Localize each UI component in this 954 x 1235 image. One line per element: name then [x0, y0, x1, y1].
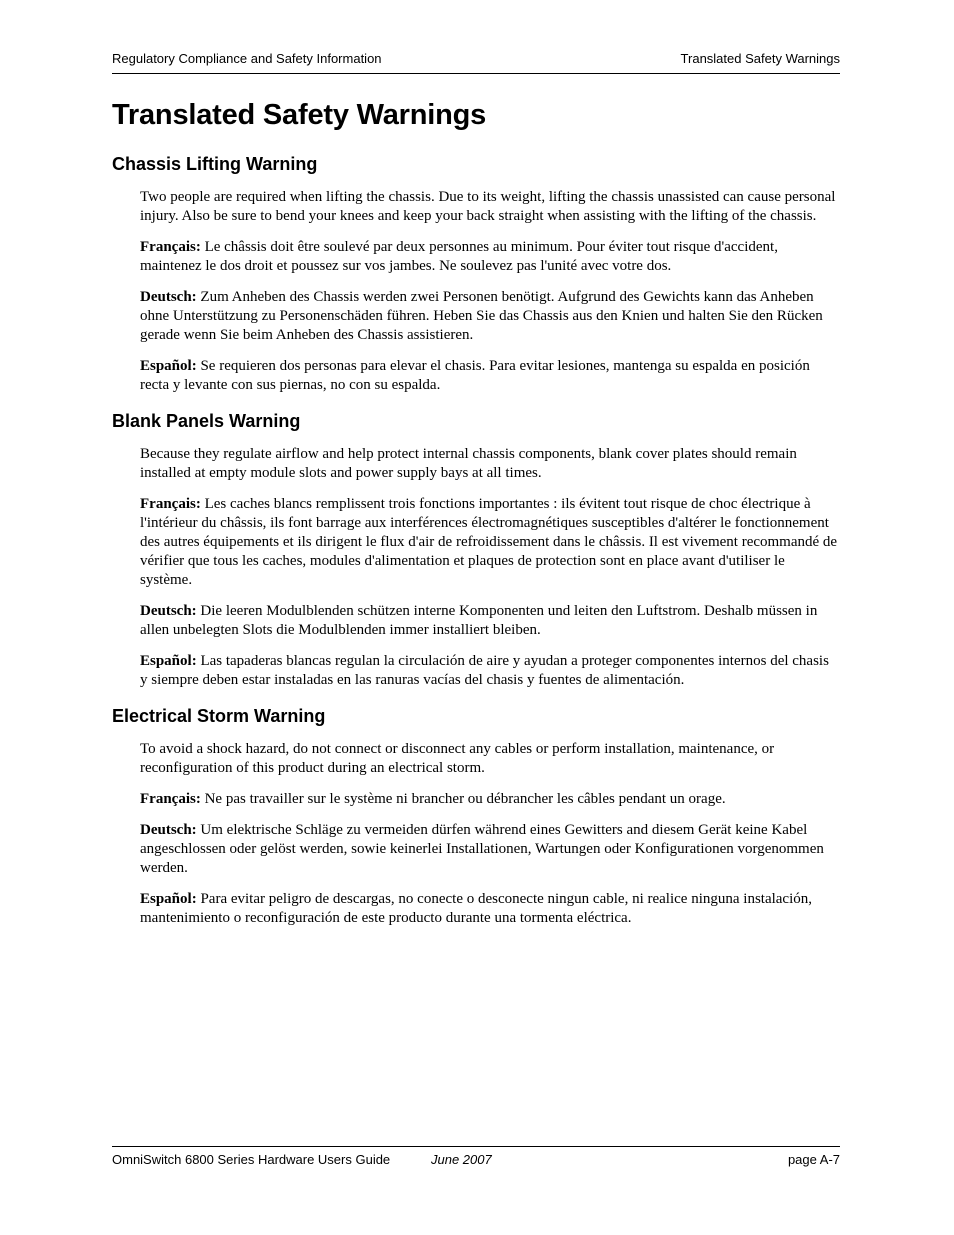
language-label: Français: — [140, 791, 201, 807]
language-label: Deutsch: — [140, 603, 197, 619]
section-blank-panels — [112, 409, 840, 690]
warning-text: Les caches blancs remplissent trois fonctions importantes : ils évitent tout risque de choc électrique à l'intérieur du châssis, ils font barrage aux interférences électromagnétiques susceptibles d'altérer le fonctionnement des autres équipements et ils dirigent le flux d'air de refroidissement dans le châssis. Il est vivement recommandé de vérifier que tous les caches, modules d'alimentation et plaques de protection sont en place avant d'utiliser le système. — [140, 496, 838, 588]
section-chassis-lifting — [112, 152, 840, 395]
header-section-title: Translated Safety Warnings — [680, 51, 840, 66]
section-heading: Electrical Storm Warning — [112, 706, 326, 726]
section-heading: Chassis Lifting Warning — [112, 154, 318, 174]
warning-text: Le châssis doit être soulevé par deux personnes au minimum. Pour éviter tout risque d'accident, maintenez le dos droit et poussez sur vos jambes. Ne soulevez pas l'unité avec votre dos. — [140, 239, 778, 274]
warning-spanish — [140, 652, 840, 690]
warning-text: Zum Anheben des Chassis werden zwei Personen benötigt. Aufgrund des Gewichts kann das Anheben ohne Unterstützung zu Personenschäden führen. Heben Sie das Chassis aus den Knien und halten Sie den Rücken gerade wenn Sie beim Anheben des Chassis assistieren. — [140, 289, 823, 343]
footer-guide-title: OmniSwitch 6800 Series Hardware Users Guide — [112, 1152, 391, 1167]
language-label: Deutsch: — [140, 289, 197, 305]
warning-german — [140, 821, 840, 878]
warning-french — [140, 790, 840, 809]
warning-spanish — [140, 890, 840, 928]
warning-text: Las tapaderas blancas regulan la circulación de aire y ayudan a proteger componentes internos del chasis y siempre deben estar instaladas en las ranuras vacías del chasis y fuentes de alimentación. — [140, 653, 829, 688]
warning-french — [140, 238, 840, 276]
language-label: Deutsch: — [140, 822, 197, 838]
header-chapter-title: Regulatory Compliance and Safety Information — [112, 51, 382, 66]
running-header — [112, 51, 840, 74]
running-footer — [112, 1146, 840, 1172]
warning-spanish — [140, 357, 840, 395]
warning-english: Two people are required when lifting the chassis. Due to its weight, lifting the chassis unassisted can cause personal injury. Also be sure to bend your knees and keep your back straight when assisting with the lifting of the chassis. — [140, 189, 836, 224]
language-label: Français: — [140, 239, 201, 255]
warning-text: Die leeren Modulblenden schützen interne Komponenten und leiten den Luftstrom. Deshalb müssen in allen unbelegten Slots die Modulblenden immer installiert bleiben. — [140, 603, 818, 638]
footer-date: June 2007 — [431, 1152, 492, 1167]
section-heading: Blank Panels Warning — [112, 411, 301, 431]
language-label: Français: — [140, 496, 201, 512]
warning-text: Para evitar peligro de descargas, no conecte o desconecte ningun cable, ni realice ninguna instalación, mantenimiento o reconfiguración de este producto durante una tormenta eléctrica. — [140, 891, 813, 926]
section-electrical-storm — [112, 704, 840, 928]
warning-text: Um elektrische Schläge zu vermeiden dürfen während eines Gewitters and diesem Gerät keine Kabel angeschlossen oder gelöst werden, sowie keinerlei Installationen, Wartungen oder Konfigurationen vorgenommen werden. — [140, 822, 824, 876]
language-label: Español: — [140, 891, 197, 907]
warning-text: Se requieren dos personas para elevar el chasis. Para evitar lesiones, mantenga su espalda en posición recta y levante con sus piernas, no con su espalda. — [140, 358, 810, 393]
warning-english: Because they regulate airflow and help protect internal chassis components, blank cover plates should remain installed at empty module slots and power supply bays at all times. — [140, 446, 797, 481]
page-title: Translated Safety Warnings — [112, 99, 487, 131]
page-number: page A-7 — [787, 1152, 840, 1167]
warning-german — [140, 602, 840, 640]
warning-english: To avoid a shock hazard, do not connect or disconnect any cables or perform installation, maintenance, or reconfiguration of this product during an electrical storm. — [140, 741, 775, 776]
language-label: Español: — [140, 653, 197, 669]
document-body — [112, 152, 840, 942]
warning-french — [140, 495, 840, 590]
warning-german — [140, 288, 840, 345]
warning-text: Ne pas travailler sur le système ni brancher ou débrancher les câbles pendant un orage. — [200, 791, 726, 807]
language-label: Español: — [140, 358, 197, 374]
